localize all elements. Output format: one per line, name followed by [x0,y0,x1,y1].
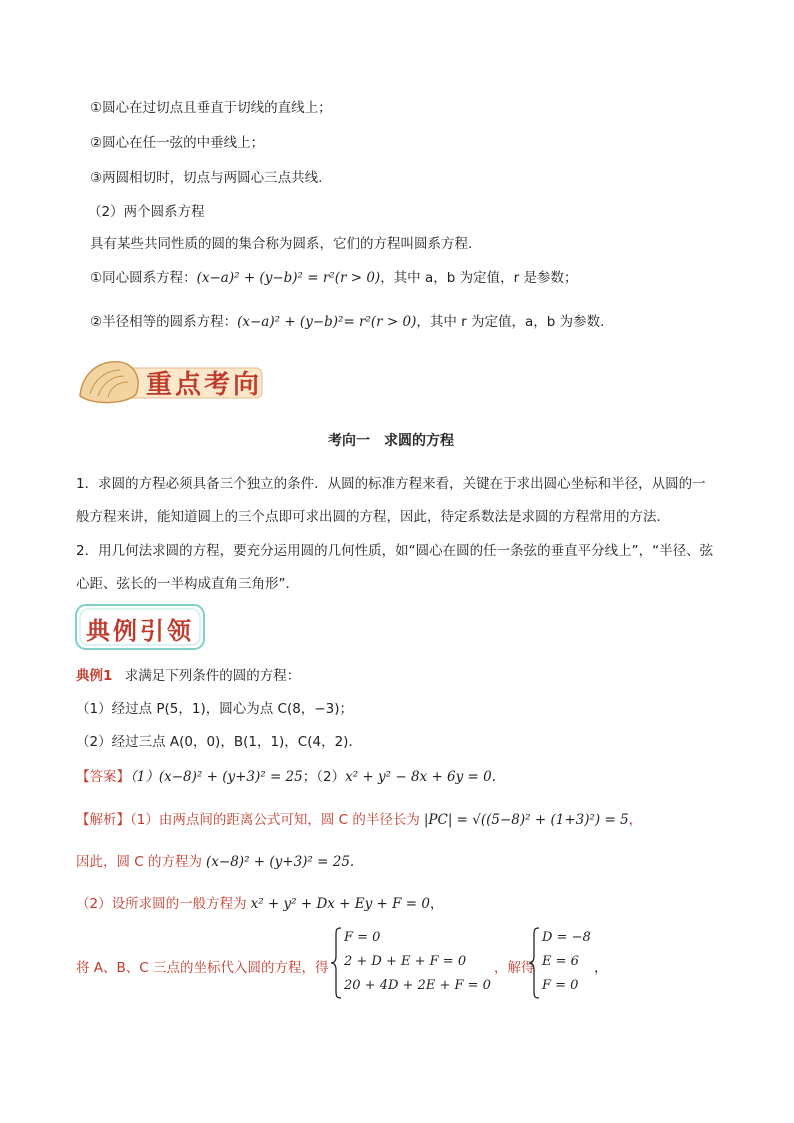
analysis-line-3 [76,892,444,912]
system-left-eq-2: 2 + D + E + F = 0 [344,954,467,969]
intro-point-2: ②圆心在任一弦的中垂线上； [90,135,265,151]
system-right-eq-2: E = 6 [542,954,579,969]
example-header [76,664,300,684]
analysis-line-2 [76,850,354,870]
analysis-4a: 将 A、B、C 三点的坐标代入圆的方程，得 [76,960,329,976]
analysis-label: 【解析】 [76,812,130,828]
item2-suffix: ，其中 r 为定值，a，b 为参数. [416,314,605,330]
analysis-1b: |PC| = √((5−8)² + (1+3)²) = 5 [423,812,629,828]
intro-point-1: ①圆心在过切点且垂直于切线的直线上； [90,100,332,116]
topic-line-2: 般方程来讲，能知道圆上的三个点即可求出圆的方程，因此，待定系数法是求圆的方程常用的方法． [76,509,670,525]
item1-suffix: ，其中 a，b 为定值，r 是参数； [380,270,578,286]
analysis-line-4 [76,956,329,976]
section2-item2 [90,310,604,330]
answer-1: （1）(x−8)² + (y+3)² = 25 [130,769,303,785]
analysis-4b: ，解得 [494,960,535,976]
right-system-brace-icon [528,926,540,1000]
item1-formula: (x−a)² + (y−b)² = r²(r > 0) [196,270,381,286]
intro-point-3: ③两圆相切时，切点与两圆心三点共线. [90,170,323,186]
answer-sep: ；（2） [302,769,346,785]
item2-prefix: ②半径相等的圆系方程： [90,314,238,330]
topic-title: 考向一 求圆的方程 [328,433,454,449]
typical-example-title: 典例引领 [86,616,194,645]
example-cond-2: （2）经过三点 A(0，0)，B(1，1)，C(4，2)． [76,734,362,750]
analysis-2a: 因此，圆 C 的方程为 [76,854,203,870]
analysis-1a: （1）由两点间的距离公式可知，圆 C 的半径长为 [130,812,420,828]
typical-example-banner [74,602,206,652]
section2-desc: 具有某些共同性质的圆的集合称为圆系，它们的方程叫圆系方程. [90,236,473,252]
answer-2: x² + y² − 8x + 6y = 0. [345,769,497,785]
analysis-line-1 [76,808,642,828]
analysis-3a: （2）设所求圆的一般方程为 [76,896,247,912]
system-left-eq-3: 20 + 4D + 2E + F = 0 [344,978,491,993]
analysis-3c: ， [430,896,444,912]
system-left-eq-1: F = 0 [344,930,381,945]
answer-line [76,765,496,785]
example-prompt: 求满足下列条件的圆的方程： [124,668,301,684]
item1-prefix: ①同心圆系方程： [90,270,197,286]
analysis-4c: ， [594,960,608,976]
topic-line-4: 心距、弦长的一半构成直角三角形”． [76,576,299,592]
left-brace-icon [330,926,342,1000]
system-right-eq-1: D = −8 [542,930,591,945]
item2-formula: (x−a)² + (y−b)²= r²(r > 0) [237,314,417,330]
topic-line-1: 1．求圆的方程必须具备三个独立的条件．从圆的标准方程来看，关键在于求出圆心坐标和半径，从圆的一 [76,476,706,492]
example-label: 典例1 [76,668,113,684]
analysis-3b: x² + y² + Dx + Ey + F = 0 [250,896,431,912]
analysis-2b: (x−8)² + (y+3)² = 25. [206,854,355,870]
system-right-eq-3: F = 0 [542,978,579,993]
answer-label: 【答案】 [76,769,130,785]
key-directions-banner [76,356,266,408]
topic-line-3: 2．用几何法求圆的方程，要充分运用圆的几何性质，如“圆心在圆的任一条弦的垂直平分线上”，“半径、弦 [76,543,714,559]
section2-item1 [90,266,577,286]
key-directions-title: 重点考向 [146,370,263,400]
example-cond-1: （1）经过点 P(5，1)，圆心为点 C(8，−3)； [76,701,353,717]
section2-heading: （2）两个圆系方程 [88,204,205,220]
analysis-1c: ， [628,812,643,828]
